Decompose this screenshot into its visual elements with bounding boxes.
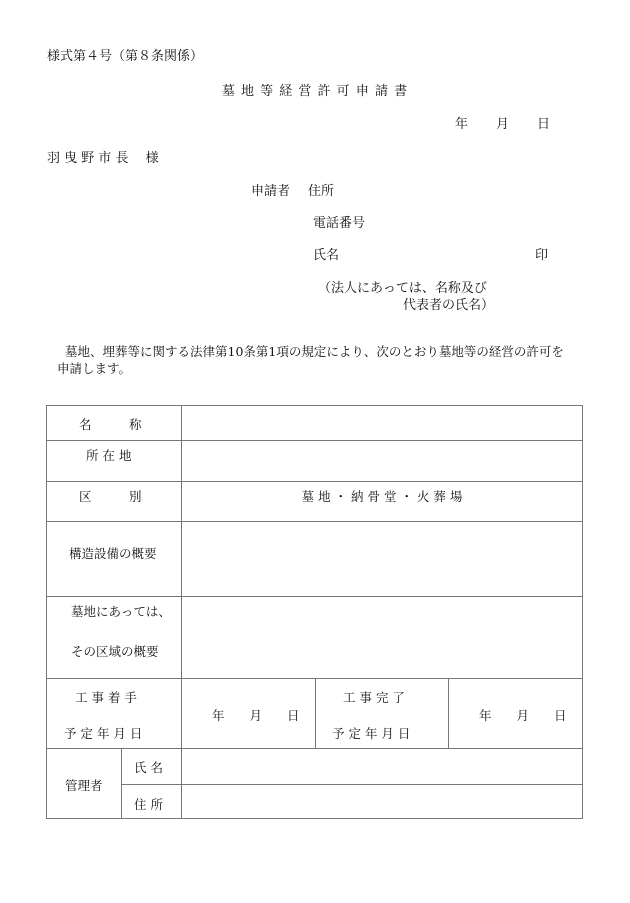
- end-label-line2: 予 定 年 月 日: [332, 726, 411, 741]
- form-number: 様式第４号（第８条関係）: [47, 49, 204, 64]
- body-text-line1: 墓地、埋葬等に関する法律第10条第1項の規定により、次のとおり墓地等の経営の許可を: [65, 344, 564, 359]
- phone-label: 電話番号: [313, 216, 366, 231]
- structure-row-label: 構造設備の概要: [69, 546, 157, 561]
- manager-name-label: 氏 名: [134, 760, 163, 775]
- date-month: 月: [496, 117, 510, 132]
- seal-mark: 印: [535, 248, 549, 263]
- name-label: 氏名: [313, 248, 340, 263]
- applicant-label: 申請者: [251, 184, 291, 199]
- date-year: 年: [455, 117, 469, 132]
- start-date: 年 月 日: [212, 708, 300, 723]
- name-row-label: 名 称: [79, 417, 142, 432]
- addressee: 羽 曳 野 市 長 様: [47, 151, 159, 166]
- end-date: 年 月 日: [479, 708, 567, 723]
- end-label-line1: 工 事 完 了: [343, 690, 405, 705]
- cemetery-note-line1: 墓地にあっては、: [71, 604, 171, 619]
- body-text-line2: 申請します。: [57, 361, 132, 376]
- corporate-note-line2: 代表者の氏名）: [403, 298, 495, 313]
- location-row-label: 所 在 地: [86, 448, 132, 463]
- manager-address-label: 住 所: [134, 797, 163, 812]
- document-title: 墓 地 等 経 営 許 可 申 請 書: [221, 84, 409, 99]
- address-label: 住所: [308, 184, 335, 199]
- manager-label: 管理者: [65, 778, 103, 793]
- date-day: 日: [537, 117, 551, 132]
- start-label-line1: 工 事 着 手: [75, 690, 137, 705]
- cemetery-note-line2: その区域の概要: [71, 644, 159, 659]
- corporate-note-line1: （法人にあっては、名称及び: [318, 281, 487, 296]
- category-options: 墓 地 ・ 納 骨 堂 ・ 火 葬 場: [301, 489, 463, 504]
- category-row-label: 区 別: [79, 489, 142, 504]
- start-label-line2: 予 定 年 月 日: [64, 726, 143, 741]
